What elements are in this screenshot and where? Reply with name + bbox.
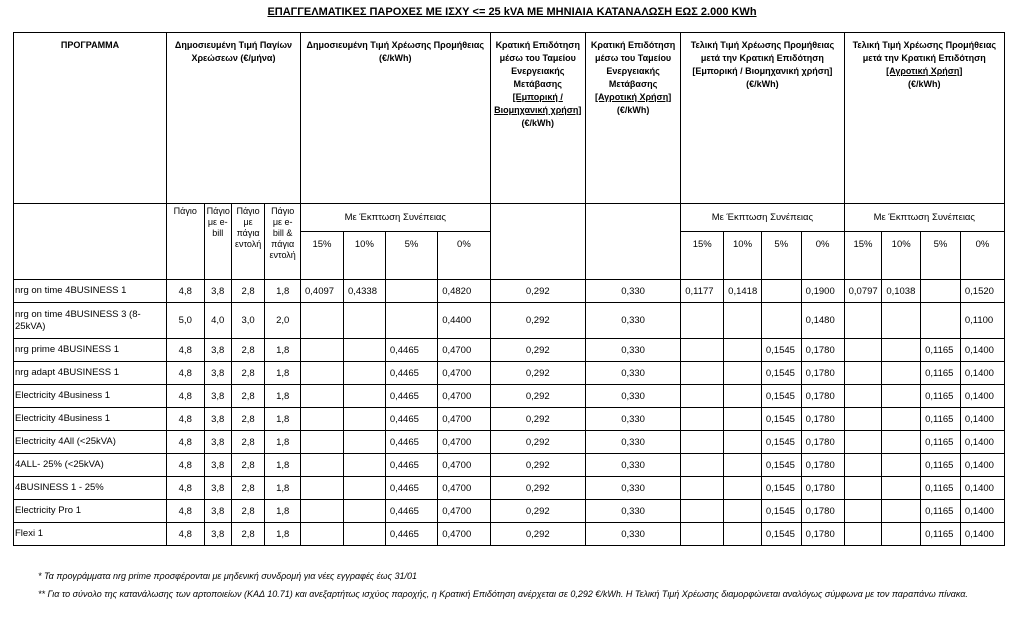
final-commercial-cell: 0,1780 (801, 339, 844, 362)
supply-price-cell: 0,4700 (438, 385, 490, 408)
supply-price-cell: 0,4400 (438, 303, 490, 339)
final-commercial-cell (681, 454, 724, 477)
final-commercial-cell (681, 500, 724, 523)
supply-price-cell: 0,4820 (438, 280, 490, 303)
final-commercial-cell: 0,1177 (681, 280, 724, 303)
final-agri-cell (844, 362, 882, 385)
final-commercial-cell (681, 303, 724, 339)
fixed-charge-cell: 1,8 (265, 408, 301, 431)
supply-price-cell: 0,4700 (438, 454, 490, 477)
final-agri-cell: 0,1165 (921, 339, 961, 362)
final-commercial-cell (761, 280, 801, 303)
header-final-a-discount: Με Έκπτωση Συνέπειας (844, 204, 1004, 232)
final-commercial-cell: 0,1900 (801, 280, 844, 303)
fixed-charge-cell: 2,8 (231, 477, 265, 500)
final-agri-cell: 0,1400 (960, 477, 1004, 500)
fixed-charge-cell: 4,8 (166, 280, 204, 303)
header-pct-final-c: 0% (801, 232, 844, 280)
fixed-charge-cell: 1,8 (265, 454, 301, 477)
supply-price-cell (301, 500, 344, 523)
final-commercial-cell (724, 303, 762, 339)
final-agri-cell: 0,1400 (960, 385, 1004, 408)
header-final-commercial: Τελική Τιμή Χρέωσης Προμήθειας μετά την Κρατική Επιδότηση [Εμπορική / Βιομηχανική χρήση] (€/kWh) (681, 33, 844, 204)
header-fixed-order: Πάγιο με πάγια εντολή (231, 204, 265, 280)
subsidy-agri-cell: 0,330 (585, 431, 680, 454)
supply-price-cell (343, 362, 385, 385)
final-commercial-cell: 0,1545 (761, 523, 801, 546)
final-commercial-cell (724, 477, 762, 500)
table-row (14, 362, 1005, 385)
program-name: nrg adapt 4BUSINESS 1 (14, 362, 167, 385)
supply-price-cell (343, 500, 385, 523)
supply-price-cell (343, 431, 385, 454)
final-commercial-cell: 0,1780 (801, 477, 844, 500)
final-agri-cell: 0,1165 (921, 477, 961, 500)
final-agri-cell (882, 362, 921, 385)
supply-price-cell: 0,4465 (385, 500, 437, 523)
final-agri-cell: 0,1165 (921, 385, 961, 408)
fixed-charge-cell: 3,0 (231, 303, 265, 339)
final-agri-cell (882, 431, 921, 454)
final-agri-cell (844, 523, 882, 546)
subsidy-agri-cell: 0,330 (585, 280, 680, 303)
program-name: Electricity Pro 1 (14, 500, 167, 523)
subsidy-agri-cell: 0,330 (585, 303, 680, 339)
subsidy-commercial-cell: 0,292 (490, 280, 585, 303)
fixed-charge-cell: 4,8 (166, 339, 204, 362)
subsidy-commercial-cell: 0,292 (490, 303, 585, 339)
final-commercial-cell (724, 500, 762, 523)
table-row (14, 385, 1005, 408)
final-agri-cell (844, 477, 882, 500)
supply-price-cell (343, 385, 385, 408)
final-commercial-cell (761, 303, 801, 339)
final-commercial-cell: 0,1418 (724, 280, 762, 303)
fixed-charge-cell: 1,8 (265, 362, 301, 385)
subsidy-agri-cell: 0,330 (585, 408, 680, 431)
fixed-charge-cell: 3,8 (204, 477, 231, 500)
final-agri-cell: 0,1100 (960, 303, 1004, 339)
supply-price-cell: 0,4465 (385, 339, 437, 362)
subsidy-commercial-cell: 0,292 (490, 431, 585, 454)
fixed-charge-cell: 1,8 (265, 477, 301, 500)
header-subsidy-commercial: Κρατική Επιδότηση μέσω του Ταμείου Ενεργειακής Μετάβασης [Εμπορική / Βιομηχανική χρήση] (€/kWh) (490, 33, 585, 204)
final-commercial-cell (724, 339, 762, 362)
final-commercial-cell (681, 339, 724, 362)
supply-price-cell (343, 339, 385, 362)
supply-price-cell: 0,4700 (438, 477, 490, 500)
fixed-charge-cell: 1,8 (265, 500, 301, 523)
supply-price-cell (343, 408, 385, 431)
header-pct-final-c: 10% (724, 232, 762, 280)
supply-price-cell: 0,4465 (385, 408, 437, 431)
subsidy-commercial-cell: 0,292 (490, 477, 585, 500)
header-pct-final-a: 0% (960, 232, 1004, 280)
program-name: nrg on time 4BUSINESS 3 (8-25kVA) (14, 303, 167, 339)
final-commercial-cell: 0,1545 (761, 385, 801, 408)
final-commercial-cell: 0,1480 (801, 303, 844, 339)
header-pct-final-c: 15% (681, 232, 724, 280)
supply-price-cell (301, 523, 344, 546)
final-agri-cell: 0,0797 (844, 280, 882, 303)
table-row (14, 523, 1005, 546)
final-agri-cell (921, 280, 961, 303)
supply-price-cell: 0,4465 (385, 454, 437, 477)
final-commercial-cell: 0,1545 (761, 477, 801, 500)
final-commercial-cell (681, 408, 724, 431)
final-agri-cell (882, 408, 921, 431)
fixed-charge-cell: 3,8 (204, 454, 231, 477)
fixed-charge-cell: 2,8 (231, 454, 265, 477)
header-final-c-discount: Με Έκπτωση Συνέπειας (681, 204, 844, 232)
final-agri-cell: 0,1165 (921, 500, 961, 523)
final-commercial-cell (724, 454, 762, 477)
supply-price-cell: 0,4700 (438, 431, 490, 454)
supply-price-cell (301, 362, 344, 385)
final-agri-cell (882, 477, 921, 500)
final-commercial-cell (681, 431, 724, 454)
final-commercial-cell (681, 523, 724, 546)
final-agri-cell: 0,1400 (960, 362, 1004, 385)
header-pct-final-a: 10% (882, 232, 921, 280)
header-pct-final-a: 15% (844, 232, 882, 280)
program-name: Electricity 4Business 1 (14, 385, 167, 408)
supply-price-cell: 0,4338 (343, 280, 385, 303)
subsidy-agri-cell: 0,330 (585, 385, 680, 408)
supply-price-cell (301, 303, 344, 339)
fixed-charge-cell: 3,8 (204, 523, 231, 546)
fixed-charge-cell: 4,8 (166, 454, 204, 477)
final-commercial-cell: 0,1780 (801, 523, 844, 546)
final-agri-cell (844, 454, 882, 477)
header-pct-final-c: 5% (761, 232, 801, 280)
final-commercial-cell (681, 477, 724, 500)
final-agri-cell: 0,1400 (960, 408, 1004, 431)
final-agri-cell: 0,1400 (960, 454, 1004, 477)
footnote-1: * Τα προγράμματα nrg prime προσφέρονται με μηδενική συνδρομή για νέες εγγραφές έως 31/01 (38, 571, 417, 581)
fixed-charge-cell: 2,8 (231, 500, 265, 523)
final-commercial-cell: 0,1780 (801, 385, 844, 408)
subsidy-agri-cell: 0,330 (585, 339, 680, 362)
final-commercial-cell (724, 408, 762, 431)
table-row (14, 454, 1005, 477)
program-name: Flexi 1 (14, 523, 167, 546)
header-blank-2 (585, 204, 680, 280)
header-blank-1 (490, 204, 585, 280)
fixed-charge-cell: 1,8 (265, 431, 301, 454)
supply-price-cell: 0,4097 (301, 280, 344, 303)
program-name: Electricity 4All (<25kVA) (14, 431, 167, 454)
header-fixed-sub: Πάγιο (166, 204, 204, 280)
header-pct-supply: 15% (301, 232, 344, 280)
supply-price-cell (301, 339, 344, 362)
subsidy-commercial-cell: 0,292 (490, 454, 585, 477)
header-fixed: Δημοσιευμένη Τιμή Παγίων Χρεώσεων (€/μήνα) (166, 33, 300, 204)
program-name: nrg prime 4BUSINESS 1 (14, 339, 167, 362)
program-name: 4ALL- 25% (<25kVA) (14, 454, 167, 477)
subsidy-agri-cell: 0,330 (585, 454, 680, 477)
table-row (14, 280, 1005, 303)
fixed-charge-cell: 3,8 (204, 431, 231, 454)
fixed-charge-cell: 4,8 (166, 523, 204, 546)
supply-price-cell: 0,4700 (438, 408, 490, 431)
fixed-charge-cell: 3,8 (204, 500, 231, 523)
fixed-charge-cell: 4,8 (166, 431, 204, 454)
table-row (14, 477, 1005, 500)
final-commercial-cell (681, 385, 724, 408)
program-name: Electricity 4Business 1 (14, 408, 167, 431)
fixed-charge-cell: 2,8 (231, 523, 265, 546)
subsidy-commercial-cell: 0,292 (490, 339, 585, 362)
final-commercial-cell (724, 431, 762, 454)
final-commercial-cell (724, 385, 762, 408)
fixed-charge-cell: 2,8 (231, 339, 265, 362)
final-agri-cell (844, 303, 882, 339)
header-supply: Δημοσιευμένη Τιμή Χρέωσης Προμήθειας (€/kWh) (301, 33, 491, 204)
fixed-charge-cell: 4,0 (204, 303, 231, 339)
final-commercial-cell: 0,1545 (761, 339, 801, 362)
fixed-charge-cell: 3,8 (204, 408, 231, 431)
supply-price-cell: 0,4700 (438, 339, 490, 362)
final-agri-cell (882, 339, 921, 362)
fixed-charge-cell: 4,8 (166, 385, 204, 408)
final-commercial-cell: 0,1545 (761, 408, 801, 431)
final-agri-cell: 0,1165 (921, 408, 961, 431)
final-commercial-cell: 0,1780 (801, 431, 844, 454)
final-agri-cell: 0,1400 (960, 339, 1004, 362)
supply-price-cell (301, 477, 344, 500)
fixed-charge-cell: 3,8 (204, 339, 231, 362)
final-commercial-cell (724, 362, 762, 385)
final-commercial-cell: 0,1545 (761, 431, 801, 454)
fixed-charge-cell: 2,8 (231, 280, 265, 303)
footnotes (38, 570, 998, 606)
final-agri-cell: 0,1165 (921, 523, 961, 546)
supply-price-cell (301, 385, 344, 408)
final-agri-cell (844, 431, 882, 454)
supply-price-cell (385, 303, 437, 339)
table-row (14, 500, 1005, 523)
final-commercial-cell: 0,1780 (801, 362, 844, 385)
subsidy-agri-cell: 0,330 (585, 362, 680, 385)
table-row (14, 339, 1005, 362)
final-agri-cell (844, 339, 882, 362)
header-fixed-ebill: Πάγιο με e-bill (204, 204, 231, 280)
final-commercial-cell: 0,1780 (801, 408, 844, 431)
fixed-charge-cell: 3,8 (204, 362, 231, 385)
table-row (14, 408, 1005, 431)
final-agri-cell (844, 408, 882, 431)
subsidy-commercial-cell: 0,292 (490, 523, 585, 546)
final-commercial-cell: 0,1780 (801, 500, 844, 523)
final-agri-cell: 0,1520 (960, 280, 1004, 303)
supply-price-cell (343, 454, 385, 477)
header-fixed-ebill-order: Πάγιο με e-bill & πάγια εντολή (265, 204, 301, 280)
header-pct-supply: 10% (343, 232, 385, 280)
supply-price-cell: 0,4465 (385, 362, 437, 385)
final-agri-cell (882, 303, 921, 339)
header-supply-discount: Με Έκπτωση Συνέπειας (301, 204, 491, 232)
supply-price-cell: 0,4700 (438, 500, 490, 523)
final-commercial-cell: 0,1545 (761, 454, 801, 477)
subsidy-agri-cell: 0,330 (585, 500, 680, 523)
program-name: 4BUSINESS 1 - 25% (14, 477, 167, 500)
fixed-charge-cell: 2,8 (231, 431, 265, 454)
supply-price-cell (343, 523, 385, 546)
subsidy-commercial-cell: 0,292 (490, 385, 585, 408)
supply-price-cell (385, 280, 437, 303)
final-agri-cell (882, 385, 921, 408)
supply-price-cell: 0,4465 (385, 477, 437, 500)
fixed-charge-cell: 4,8 (166, 500, 204, 523)
final-agri-cell: 0,1165 (921, 454, 961, 477)
supply-price-cell: 0,4465 (385, 385, 437, 408)
fixed-charge-cell: 3,8 (204, 280, 231, 303)
supply-price-cell: 0,4700 (438, 362, 490, 385)
final-agri-cell: 0,1400 (960, 431, 1004, 454)
final-agri-cell (844, 500, 882, 523)
page-title: ΕΠΑΓΓΕΛΜΑΤΙΚΕΣ ΠΑΡΟΧΕΣ ΜΕ ΙΣΧΥ <= 25 kVA ΜΕ ΜΗΝΙΑΙΑ ΚΑΤΑΝΑΛΩΣΗ ΕΩΣ 2.000 KWh (267, 6, 757, 18)
final-agri-cell (921, 303, 961, 339)
final-commercial-cell: 0,1545 (761, 500, 801, 523)
fixed-charge-cell: 3,8 (204, 385, 231, 408)
final-commercial-cell (724, 523, 762, 546)
final-agri-cell: 0,1400 (960, 523, 1004, 546)
supply-price-cell (301, 408, 344, 431)
supply-price-cell (301, 454, 344, 477)
table-row (14, 431, 1005, 454)
final-agri-cell (882, 523, 921, 546)
fixed-charge-cell: 4,8 (166, 477, 204, 500)
subsidy-commercial-cell: 0,292 (490, 362, 585, 385)
final-agri-cell: 0,1165 (921, 431, 961, 454)
supply-price-cell: 0,4700 (438, 523, 490, 546)
tariff-table (13, 32, 1005, 546)
header-program: ΠΡΟΓΡΑΜΜΑ (14, 33, 167, 204)
header-final-agri: Τελική Τιμή Χρέωσης Προμήθειας μετά την Κρατική Επιδότηση [Αγροτική Χρήση] (€/kWh) (844, 33, 1004, 204)
table-row (14, 303, 1005, 339)
header-pct-final-a: 5% (921, 232, 961, 280)
header-pct-supply: 0% (438, 232, 490, 280)
final-commercial-cell (681, 362, 724, 385)
supply-price-cell (343, 303, 385, 339)
fixed-charge-cell: 5,0 (166, 303, 204, 339)
subsidy-agri-cell: 0,330 (585, 477, 680, 500)
final-agri-cell (882, 500, 921, 523)
fixed-charge-cell: 4,8 (166, 408, 204, 431)
supply-price-cell: 0,4465 (385, 523, 437, 546)
supply-price-cell: 0,4465 (385, 431, 437, 454)
fixed-charge-cell: 1,8 (265, 385, 301, 408)
header-pct-supply: 5% (385, 232, 437, 280)
fixed-charge-cell: 4,8 (166, 362, 204, 385)
subsidy-commercial-cell: 0,292 (490, 408, 585, 431)
supply-price-cell (343, 477, 385, 500)
footnote-2: ** Για το σύνολο της κατανάλωσης των αρτοποιείων (ΚΑΔ 10.71) και ανεξαρτήτως ισχύος παροχής, η Κρατική Επιδότηση ανέρχεται σε 0,292 €/kWh. Η Τελική Τιμή Χρέωσης διαμορφώνεται αναλόγως σύμφωνα με τον παραπάνω πίνακα. (38, 589, 968, 599)
supply-price-cell (301, 431, 344, 454)
fixed-charge-cell: 2,8 (231, 362, 265, 385)
fixed-charge-cell: 1,8 (265, 523, 301, 546)
subsidy-commercial-cell: 0,292 (490, 500, 585, 523)
final-commercial-cell: 0,1545 (761, 362, 801, 385)
final-agri-cell (844, 385, 882, 408)
subsidy-agri-cell: 0,330 (585, 523, 680, 546)
final-agri-cell: 0,1400 (960, 500, 1004, 523)
fixed-charge-cell: 2,8 (231, 385, 265, 408)
fixed-charge-cell: 1,8 (265, 280, 301, 303)
final-agri-cell: 0,1165 (921, 362, 961, 385)
fixed-charge-cell: 2,0 (265, 303, 301, 339)
final-agri-cell: 0,1038 (882, 280, 921, 303)
final-commercial-cell: 0,1780 (801, 454, 844, 477)
header-program-sub (14, 204, 167, 280)
program-name: nrg on time 4BUSINESS 1 (14, 280, 167, 303)
final-agri-cell (882, 454, 921, 477)
header-subsidy-agri: Κρατική Επιδότηση μέσω του Ταμείου Ενεργειακής Μετάβασης [Αγροτική Χρήση] (€/kWh) (585, 33, 680, 204)
fixed-charge-cell: 2,8 (231, 408, 265, 431)
fixed-charge-cell: 1,8 (265, 339, 301, 362)
